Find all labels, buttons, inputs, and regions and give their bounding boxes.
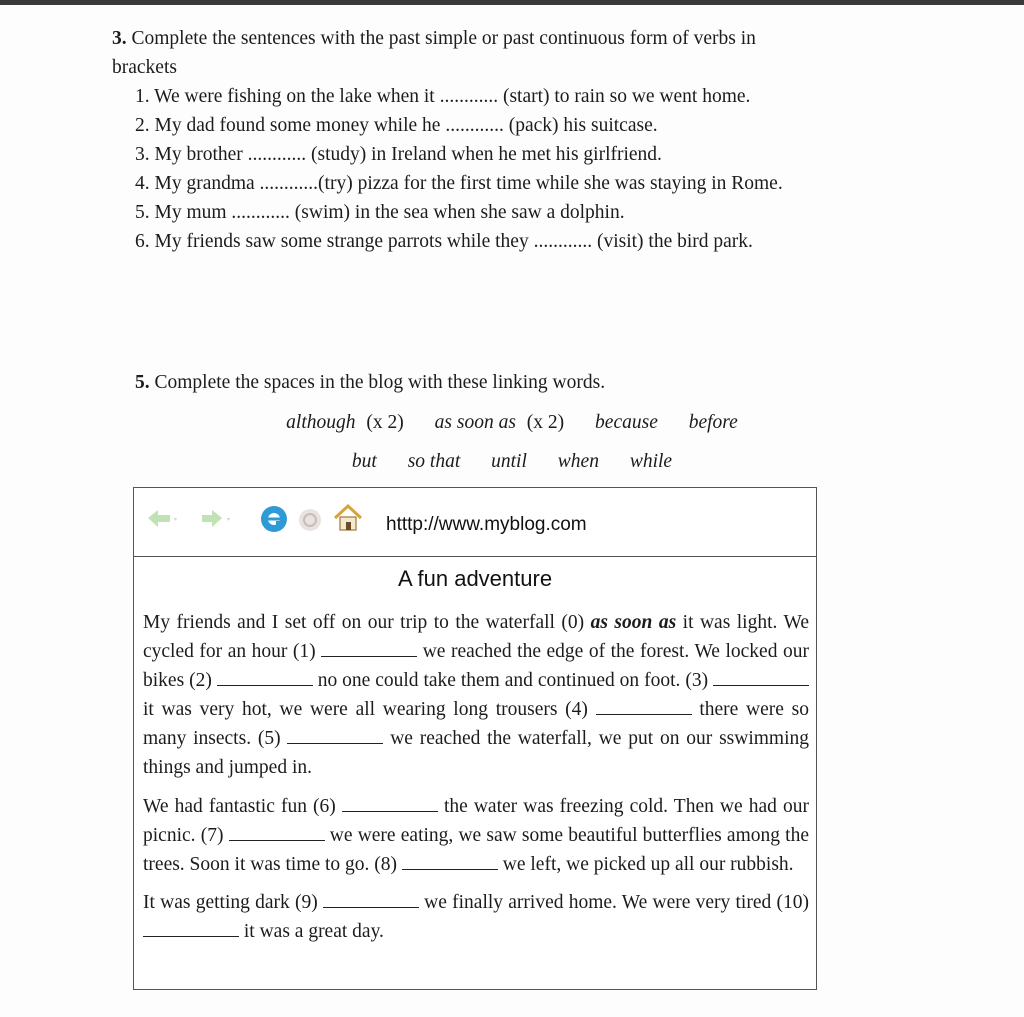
refresh-icon[interactable] — [296, 506, 324, 534]
blank-10[interactable] — [143, 920, 239, 937]
exercise-3-item: 6. My friends saw some strange parrots while they ............ (visit) the bird park. — [135, 231, 753, 252]
top-edge-bar — [0, 0, 1024, 5]
blog-body — [143, 608, 809, 956]
blank-7[interactable] — [229, 824, 325, 841]
exercise-5-instruction: 5. Complete the spaces in the blog with these linking words. — [135, 372, 606, 393]
blog-paragraph-1: My friends and I set off on our trip to the waterfall (0) as soon as it was light. We cycled for an hour (1) we reached the edge of the forest. We locked our bikes (2) no one could take them and continued on foot. (3) it was very hot, we were all wearing long trousers (4) there were so many insects. (5) we reached the waterfall, we put on our sswimming things and jumped in. — [143, 612, 809, 778]
word-bank-word: so that — [407, 451, 461, 472]
blog-window — [133, 487, 817, 990]
blank-2[interactable] — [217, 669, 313, 686]
exercise-3-list — [135, 82, 795, 256]
address-bar-url[interactable]: htttp://www.myblog.com — [386, 514, 587, 535]
exercise-3-instruction: 3. Complete the sentences with the past simple or past continuous form of verbs in brackets — [112, 28, 756, 78]
blank-9[interactable] — [323, 891, 419, 908]
exercise-3-item: 3. My brother ............ (study) in Ireland when he met his girlfriend. — [135, 144, 662, 165]
browser-logo-icon[interactable] — [258, 503, 290, 535]
word-bank-word: but — [351, 451, 377, 472]
blank-8[interactable] — [402, 853, 498, 870]
blank-1[interactable] — [321, 640, 417, 657]
blog-title: A fun adventure — [397, 566, 553, 591]
exercise-3-item: 4. My grandma ............(try) pizza for the first time while she was staying in Rome. — [135, 173, 783, 194]
exercise-5-number: 5. — [135, 372, 150, 393]
word-bank-row-2 — [0, 447, 1024, 476]
word-bank-word: while — [629, 451, 673, 472]
exercise-3-item: 2. My dad found some money while he ............ (pack) his suitcase. — [135, 115, 658, 136]
browser-nav-icons — [146, 502, 376, 538]
word-bank-count: (x 2) — [526, 412, 565, 433]
word-bank-word: before — [688, 412, 738, 433]
word-bank-word: when — [557, 451, 599, 472]
word-bank-word: although — [286, 412, 356, 433]
blog-paragraph-3: It was getting dark (9) we finally arrived home. We were very tired (10) it was a great day. — [143, 892, 809, 942]
word-bank-word: because — [595, 412, 658, 433]
blank-5[interactable] — [287, 727, 383, 744]
word-bank-word: until — [491, 451, 527, 472]
word-bank-word: as soon as — [434, 412, 516, 433]
exercise-3-item: 5. My mum ............ (swim) in the sea when she saw a dolphin. — [135, 202, 625, 223]
back-arrow-icon[interactable] — [146, 506, 180, 534]
exercise-3-number: 3. — [112, 28, 127, 49]
blank-3[interactable] — [713, 669, 809, 686]
example-answer: as soon as — [590, 612, 677, 633]
blank-6[interactable] — [342, 795, 438, 812]
forward-arrow-icon[interactable] — [200, 506, 234, 534]
exercise-3-item: 1. We were fishing on the lake when it ............ (start) to rain so we went home. — [135, 86, 751, 107]
word-bank-row-1 — [0, 408, 1024, 437]
word-bank-count: (x 2) — [366, 412, 404, 433]
blog-paragraph-2: We had fantastic fun (6) the water was freezing cold. Then we had our picnic. (7) we were eating, we saw some beautiful butterflies among the trees. Soon it was time to go. (8) we left, we picked up all our rubbish. — [143, 795, 809, 875]
blank-4[interactable] — [596, 698, 692, 715]
browser-toolbar — [134, 488, 816, 557]
home-icon[interactable] — [332, 502, 364, 534]
